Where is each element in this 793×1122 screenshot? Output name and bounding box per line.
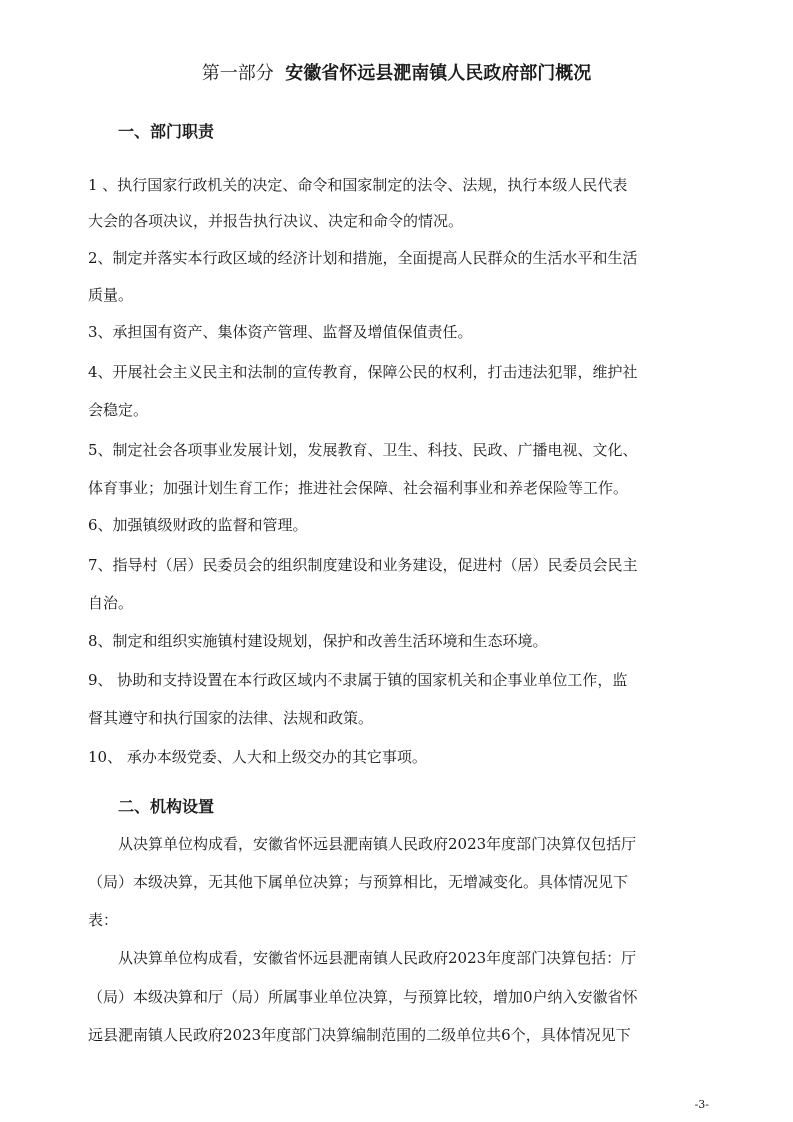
paragraph-line: 7、指导村（居）民委员会的组织制度建设和业务建设，促进村（居）民委员会民主 <box>88 556 638 574</box>
paragraph-line: 4、开展社会主义民主和法制的宣传教育，保障公民的权利，打击违法犯罪，维护社 <box>88 363 638 381</box>
paragraph-line: 大会的各项决议，并报告执行决议、决定和命令的情况。 <box>88 212 464 230</box>
paragraph-line: 自治。 <box>88 594 134 612</box>
paragraph-line: （局）本级决算和厅（局）所属事业单位决算，与预算比较，增加0户纳入安徽省怀 <box>88 988 638 1006</box>
paragraph-line: 体育事业；加强计划生育工作；推进社会保障、社会福利事业和养老保险等工作。 <box>88 479 629 497</box>
paragraph-line: 从决算单位构成看，安徽省怀远县淝南镇人民政府2023年度部门决算包括：厅 <box>118 949 637 967</box>
paragraph-line: 从决算单位构成看，安徽省怀远县淝南镇人民政府2023年度部门决算仅包括厅 <box>118 835 637 853</box>
section-heading-organization: 二、机构设置 <box>118 797 215 816</box>
paragraph-line: 质量。 <box>88 286 134 304</box>
page-title <box>0 60 793 88</box>
paragraph-line: 5、制定社会各项事业发展计划，发展教育、卫生、科技、民政、广播电视、文化、 <box>88 441 638 459</box>
paragraph-line: 1 、执行国家行政机关的决定、命令和国家制定的法令、法规，执行本级人民代表 <box>88 176 628 194</box>
paragraph-line: 2、制定并落实本行政区域的经济计划和措施，全面提高人民群众的生活水平和生活 <box>88 249 638 267</box>
title-prefix: 第一部分 <box>201 63 274 84</box>
title-main: 安徽省怀远县淝南镇人民政府部门概况 <box>285 63 592 84</box>
paragraph-line: 10、 承办本级党委、人大和上级交办的其它事项。 <box>88 748 427 766</box>
paragraph-line: 远县淝南镇人民政府2023年度部门决算编制范围的二级单位共6个，具体情况见下 <box>88 1026 631 1044</box>
paragraph-line: 会稳定。 <box>88 401 149 419</box>
paragraph-line: （局）本级决算，无其他下属单位决算；与预算相比，无增减变化。具体情况见下 <box>88 873 629 891</box>
paragraph-line: 6、加强镇级财政的监督和管理。 <box>88 516 308 534</box>
paragraph-line: 表： <box>88 911 119 929</box>
paragraph-line: 督其遵守和执行国家的法律、法规和政策。 <box>88 709 374 727</box>
paragraph-line: 8、制定和组织实施镇村建设规划，保护和改善生活环境和生态环境。 <box>88 632 548 650</box>
section-heading-responsibilities: 一、部门职责 <box>118 122 215 141</box>
page-number: -3- <box>694 1098 709 1111</box>
paragraph-line: 9、 协助和支持设置在本行政区域内不隶属于镇的国家机关和企事业单位工作，监 <box>88 671 628 689</box>
paragraph-line: 3、承担国有资产、集体资产管理、监督及增值保值责任。 <box>88 323 473 341</box>
